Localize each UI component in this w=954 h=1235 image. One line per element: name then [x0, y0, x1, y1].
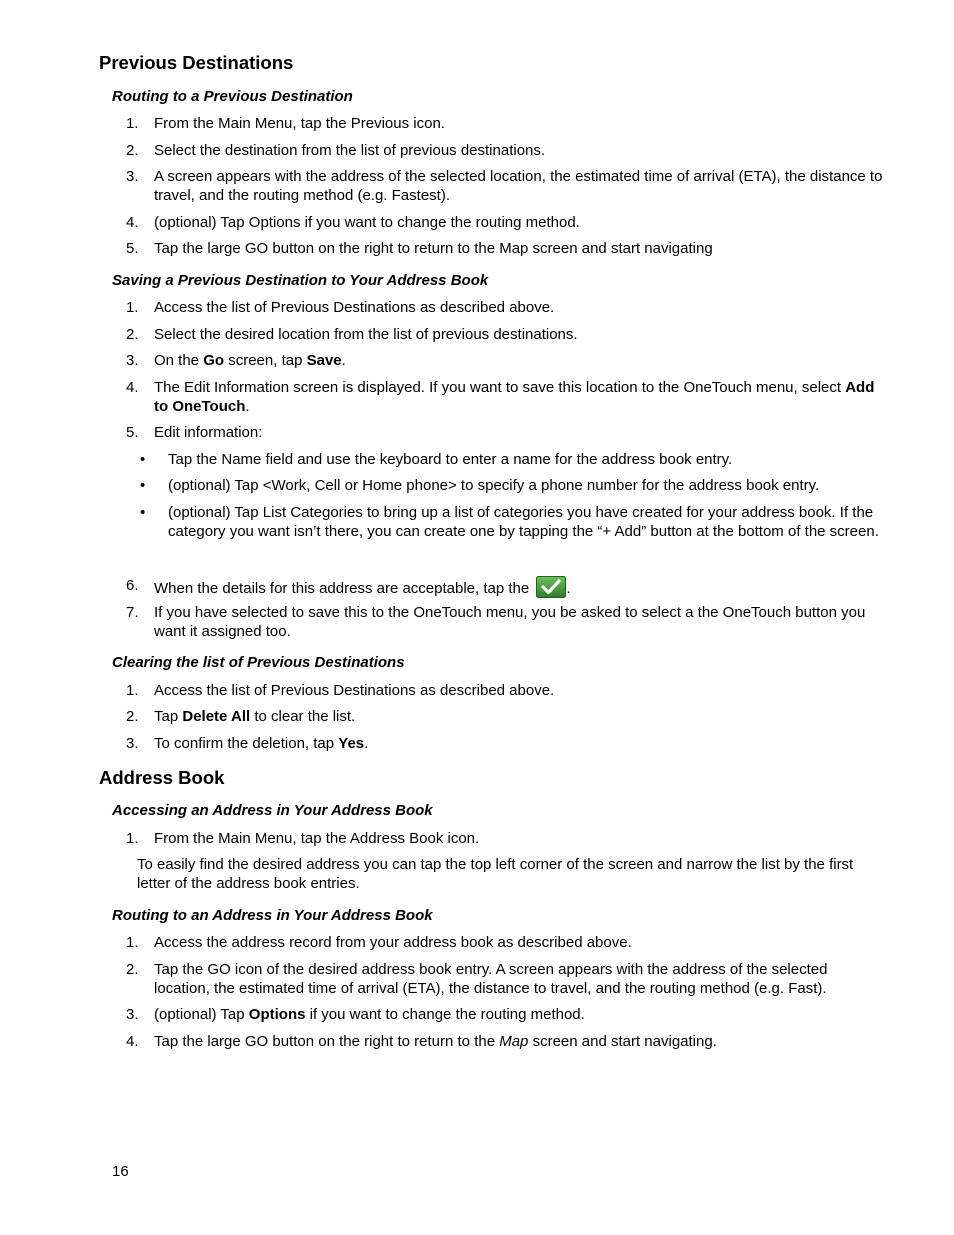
subheading-saving-previous: Saving a Previous Destination to Your Address Book	[112, 272, 489, 289]
subheading-accessing-address: Accessing an Address in Your Address Book	[112, 802, 433, 819]
subheading-routing-previous: Routing to a Previous Destination	[112, 88, 353, 105]
check-icon	[536, 576, 566, 598]
subheading-routing-address: Routing to an Address in Your Address Book	[112, 907, 433, 924]
section-heading-previous-destinations: Previous Destinations	[99, 52, 294, 73]
subheading-clearing-list: Clearing the list of Previous Destinations	[112, 654, 405, 671]
section-heading-address-book: Address Book	[99, 767, 225, 788]
page-number: 16	[112, 1163, 129, 1180]
manual-page: Previous Destinations Routing to a Previous Destination 1. From the Main Menu, tap the Previous icon. 2. Select the destination from the list of previous destinations. 3. A screen appears with the address of the selected location, the estimated time of arrival (ETA), the distance to travel, and the routing method (e.g. Fastest). 4. (optional) Tap Options if you want to change the routing method. 5. Tap the large GO button on the right to return to the Map screen and start navigating Saving a Previous Destination to Your Address Book 1. Access the list of Previous Destinations as described above. 2. Select the desired location from the list of previous destinations. 3. On the Go screen, tap Save. 4. The Edit Information screen is displayed. If you want to save this location to the OneTouch menu, select Add to OneTouch. 5. Edit information: • Tap the Name field and use the keyboard to enter a name for the address book entry. • (optional) Tap <Work, Cell or Home phone> to specify a phone number for the address book entry. • (optional) Tap List Categories to bring up a list of categories you have created for your address book. If the category you want isn’t there, you can create one by tapping the “+ Add” button at the bottom of the screen. 6. When the details for this address are acceptable, tap the . 7. If you have selected to save this to the OneTouch menu, you be asked to select a the OneTouch button you want it assigned too. Clearing the list of Previous Destinations 1. Access the list of Previous Destinations as described above. 2. Tap Delete All to clear the list. 3. To confirm the deletion, tap Yes. Address Book Accessing an Address in Your Address Book 1. From the Main Menu, tap the Address Book icon. To easily find the desired address you can tap the top left corner of the screen and narrow the list by the first letter of the address book entries. Routing to an Address in Your Address Book 1. Access the address record from your address book as described above. 2. Tap the GO icon of the desired address book entry. A screen appears with the address of the selected location, the estimated time of arrival (ETA), the distance to travel, and the routing method (e.g. Fast). 3. (optional) Tap Options if you want to change the routing method. 4. Tap the large GO button on the right to return to the Map screen and start navigating. 16	[0, 0, 954, 1235]
tip-paragraph: To easily find the desired address you can tap the top left corner of the screen and narrow the list by the first letter of the address book entries.	[137, 856, 854, 892]
